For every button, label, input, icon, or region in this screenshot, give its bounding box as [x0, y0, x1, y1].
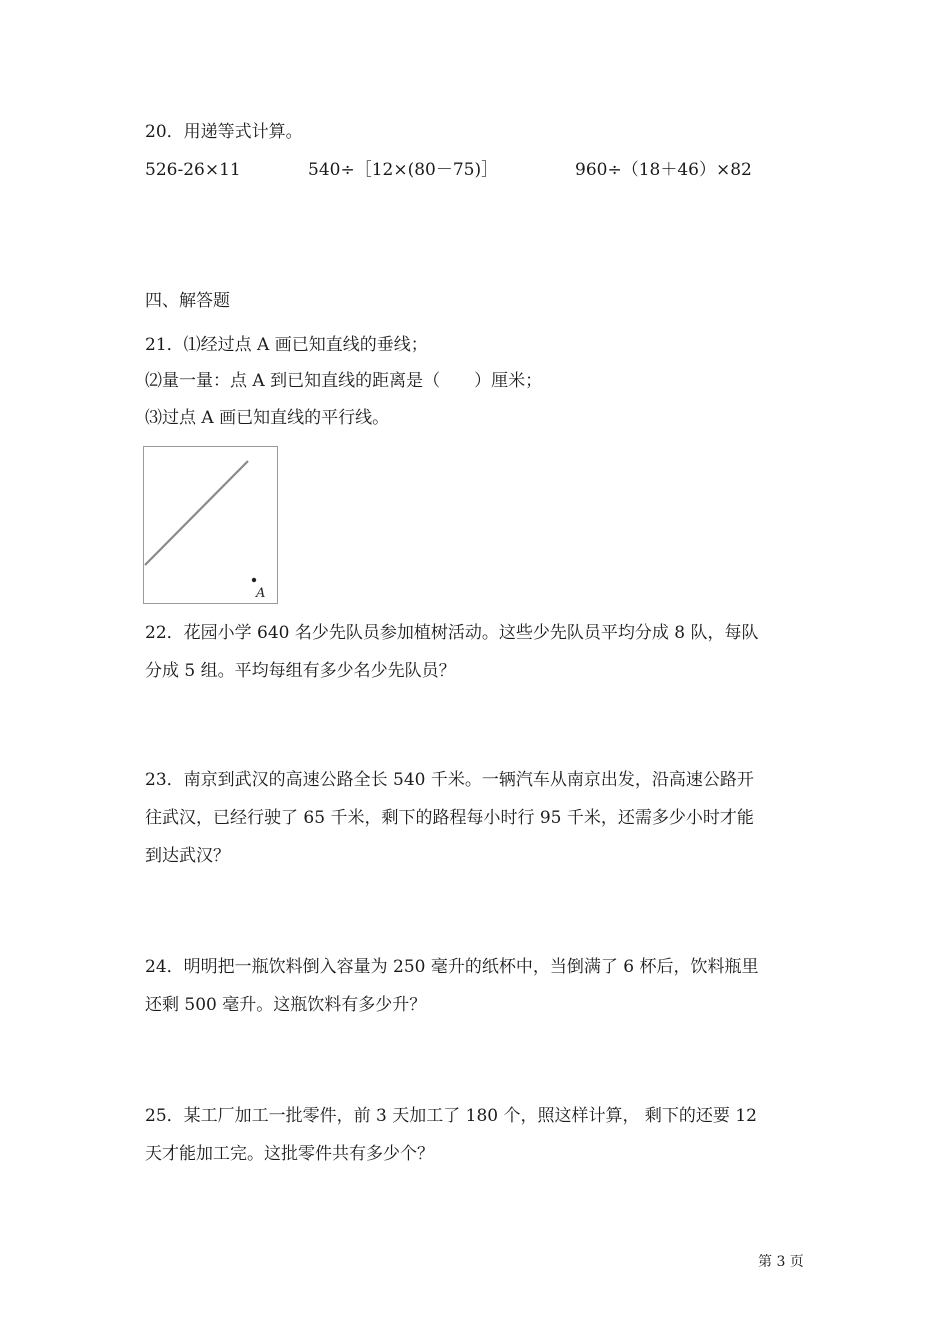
line-figure-svg — [144, 447, 277, 603]
q23-line-3: 到达武汉？ — [145, 846, 230, 866]
q20-title: 20．用递等式计算。 — [145, 122, 303, 142]
section-heading: 四、解答题 — [145, 291, 230, 311]
q22-line-2: 分成 5 组。平均每组有多少名少先队员？ — [145, 661, 456, 681]
q24-line-2: 还剩 500 毫升。这瓶饮料有多少升？ — [145, 995, 427, 1015]
point-a-label: A — [256, 586, 266, 601]
q21-line-2: ⑵量一量：点 A 到已知直线的距离是（ ）厘米； — [145, 371, 543, 391]
point-a — [252, 578, 256, 582]
page-number: 第 3 页 — [758, 1254, 804, 1270]
given-line — [145, 461, 248, 565]
q20-expr-1: 526-26×11 — [145, 160, 241, 180]
q25-line-2: 天才能加工完。这批零件共有多少个？ — [145, 1144, 434, 1164]
line-figure — [143, 446, 278, 604]
q22-line-1: 22．花园小学 640 名少先队员参加植树活动。这些少先队员平均分成 8 队，每队 — [145, 623, 759, 643]
q25-line-1: 25．某工厂加工一批零件，前 3 天加工了 180 个，照这样计算， 剩下的还要 12 — [145, 1106, 757, 1126]
q20-expr-3: 960÷（18＋46）×82 — [575, 160, 752, 180]
q20-expr-2: 540÷［12×(80－75)］ — [308, 160, 499, 180]
q23-line-2: 往武汉，已经行驶了 65 千米，剩下的路程每小时行 95 千米，还需多少小时才能 — [145, 808, 754, 828]
q23-line-1: 23．南京到武汉的高速公路全长 540 千米。一辆汽车从南京出发，沿高速公路开 — [145, 770, 754, 790]
q21-line-1: 21．⑴经过点 A 画已知直线的垂线； — [145, 335, 428, 355]
q24-line-1: 24．明明把一瓶饮料倒入容量为 250 毫升的纸杯中，当倒满了 6 杯后，饮料瓶里 — [145, 957, 759, 977]
q21-line-3: ⑶过点 A 画已知直线的平行线。 — [145, 408, 390, 428]
